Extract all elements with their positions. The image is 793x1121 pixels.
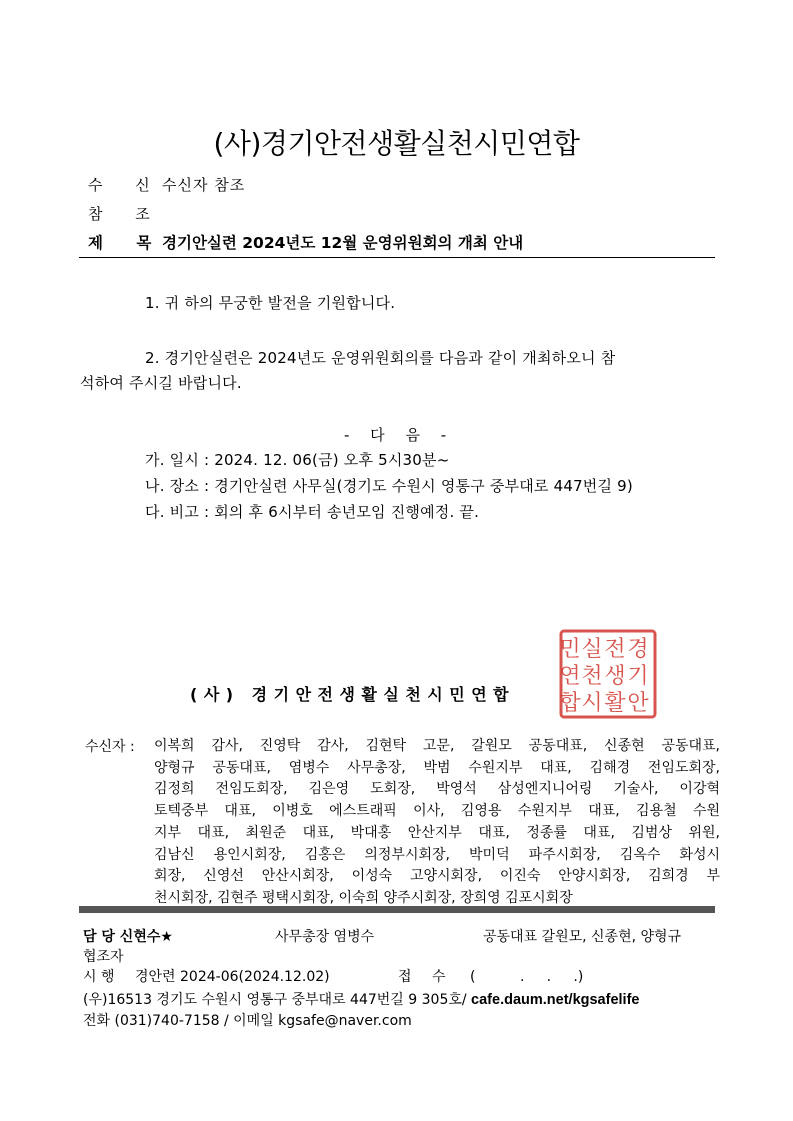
receipt-row (398, 966, 583, 986)
recipients-line: 김정희 전임도회장, 김은영 도회장, 박영석 삼성엔지니어링 기술사, 이강혁 (154, 781, 720, 798)
seal-character: 기 (627, 664, 649, 689)
seal-character: 합 (559, 691, 581, 716)
receipt-label: 접 수 (398, 969, 454, 985)
in-charge-name: 담 당 신현수 (83, 929, 161, 945)
co-representatives: 공동대표 갈원모, 신종현, 양형규 (483, 929, 682, 945)
detail-item-place: 나. 장소 : 경기안실련 사무실(경기도 수원시 영통구 중부대로 447번길 9) (145, 477, 633, 495)
paragraph-2-line-2: 석하여 주시길 바랍니다. (80, 374, 242, 392)
document-org-title: (사)경기안전생활실천시민연합 (213, 127, 580, 160)
address-row (83, 989, 639, 1009)
contact-row: 전화 (031)740-7158 / 이메일 kgsafe@naver.com (83, 1013, 412, 1029)
recipients-line: 지부 대표, 최원준 대표, 박대홍 안산지부 대표, 정종률 대표, 김범상 위원, (154, 824, 720, 841)
receipt-value: ( . . .) (470, 969, 584, 985)
subject-label: 제 목 (88, 234, 166, 252)
recipients-label: 수신자 : (85, 739, 135, 755)
reference-label: 참 조 (88, 205, 164, 223)
detail-item-date: 가. 일시 : 2024. 12. 06(금) 오후 5시30분~ (145, 451, 450, 469)
recipients-list (154, 736, 720, 910)
seal-character: 시 (581, 691, 603, 716)
in-charge-person (83, 926, 173, 946)
subject-value: 경기안실련 2024년도 12월 운영위원회의 개최 안내 (162, 234, 524, 252)
secretary-general: 사무총장 염병수 (275, 929, 375, 945)
paragraph-1: 1. 귀 하의 무궁한 발전을 기원합니다. (145, 294, 396, 312)
official-seal-stamp (558, 628, 658, 720)
reference-row (88, 203, 162, 224)
issue-number-row (83, 966, 330, 986)
recipients-line: 회장, 신영선 안산시회장, 이성숙 고양시회장, 이진숙 안양시회장, 김희경 부 (154, 868, 720, 885)
footer-org-name: (사) 경기안전생활실천시민연합 (190, 685, 516, 704)
recipients-line: 김남신 용인시회장, 김홍은 의정부시회장, 박미덕 파주시회장, 김옥수 화성시 (154, 846, 720, 863)
recipient-row (88, 174, 245, 195)
seal-character: 경 (627, 637, 649, 662)
recipient-label: 수 신 (88, 176, 164, 194)
issue-label: 시 행 (83, 969, 115, 985)
recipients-line: 천시회장, 김현주 평택시회장, 이숙희 양주시회장, 장희영 김포시회장 (154, 889, 573, 906)
issue-value: 경안련 2024-06(2024.12.02) (135, 969, 330, 985)
website-link[interactable]: cafe.daum.net/kgsafelife (471, 992, 640, 1008)
recipient-value: 수신자 참조 (162, 176, 246, 194)
seal-character: 활 (604, 691, 626, 716)
footer-divider-bar (79, 906, 715, 913)
star-icon: ★ (160, 929, 173, 945)
subject-row (88, 231, 523, 253)
detail-item-note: 다. 비고 : 회의 후 6시부터 송년모임 진행예정. 끝. (145, 503, 480, 521)
next-heading: - 다 음 - (344, 426, 455, 444)
recipients-line: 양형규 공동대표, 염병수 사무총장, 박범 수원지부 대표, 김해경 전임도회장, (154, 759, 720, 776)
address-text: (우)16513 경기도 수원시 영통구 중부대로 447번길 9 305호/ (83, 992, 467, 1008)
seal-character: 안 (627, 691, 649, 716)
header-divider (79, 257, 715, 258)
seal-character: 전 (604, 637, 626, 662)
recipients-line: 토텍중부 대표, 이병호 에스트래픽 이사, 김영용 수원지부 대표, 김용철 수원 (154, 803, 720, 820)
cooperator-label: 협조자 (83, 949, 124, 965)
paragraph-2-line-1: 2. 경기안실련은 2024년도 운영위원회의를 다음과 같이 개최하오니 참 (145, 349, 616, 367)
seal-character: 연 (559, 664, 581, 689)
recipients-line: 이복희 감사, 진영탁 감사, 김현탁 고문, 갈원모 공동대표, 신종현 공동대표, (154, 738, 720, 754)
seal-character: 민 (559, 637, 581, 662)
seal-character: 실 (581, 637, 603, 662)
seal-character: 생 (604, 664, 626, 689)
seal-character: 천 (581, 664, 603, 689)
